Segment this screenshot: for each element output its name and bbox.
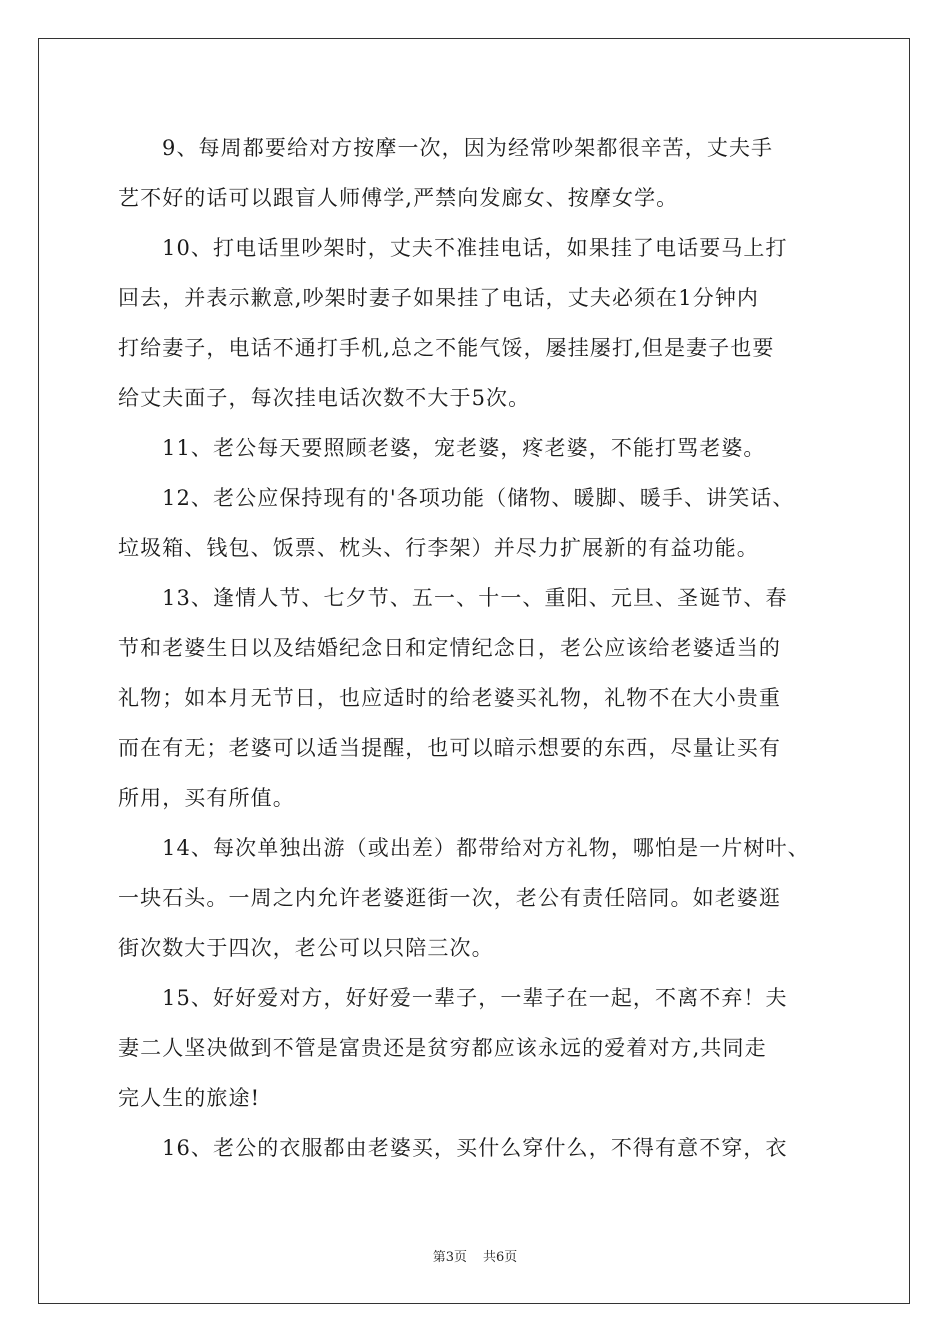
text-line: 节和老婆生日以及结婚纪念日和定情纪念日，老公应该给老婆适当的 — [118, 636, 781, 660]
text-line: 垃圾箱、钱包、饭票、枕头、行李架）并尽力扩展新的有益功能。 — [118, 536, 759, 560]
page-number-total: 共6页 — [483, 1250, 518, 1265]
text-line: 完人生的旅途! — [118, 1086, 261, 1110]
text-line: 9、每周都要给对方按摩一次，因为经常吵架都很辛苦，丈夫手 — [162, 136, 774, 160]
text-line: 13、逢情人节、七夕节、五一、十一、重阳、元旦、圣诞节、春 — [162, 586, 788, 610]
text-line: 礼物；如本月无节日，也应适时的给老婆买礼物，礼物不在大小贵重 — [118, 686, 781, 710]
page-footer — [0, 1246, 950, 1265]
text-line: 所用，买有所值。 — [118, 786, 295, 810]
text-line: 12、老公应保持现有的'各项功能（储物、暖脚、暖手、讲笑话、 — [162, 486, 795, 510]
text-line: 回去，并表示歉意,吵架时妻子如果挂了电话，丈夫必须在1分钟内 — [118, 286, 760, 310]
text-line: 妻二人坚决做到不管是富贵还是贫穷都应该永远的爱着对方,共同走 — [118, 1036, 767, 1060]
text-line: 15、好好爱对方，好好爱一辈子，一辈子在一起，不离不弃！夫 — [162, 986, 788, 1010]
text-line: 给丈夫面子，每次挂电话次数不大于5次。 — [118, 386, 531, 410]
page-number-current: 第3页 — [432, 1250, 467, 1265]
text-line: 而在有无；老婆可以适当提醒，也可以暗示想要的东西，尽量让买有 — [118, 736, 781, 760]
text-line: 打给妻子，电话不通打手机,总之不能气馁，屡挂屡打,但是妻子也要 — [118, 336, 775, 360]
text-line: 艺不好的话可以跟盲人师傅学,严禁向发廊女、按摩女学。 — [118, 186, 679, 210]
text-line: 街次数大于四次，老公可以只陪三次。 — [118, 936, 494, 960]
text-line: 16、老公的衣服都由老婆买，买什么穿什么，不得有意不穿，衣 — [162, 1136, 788, 1160]
text-line: 14、每次单独出游（或出差）都带给对方礼物，哪怕是一片树叶、 — [162, 836, 810, 860]
text-line: 11、老公每天要照顾老婆，宠老婆，疼老婆，不能打骂老婆。 — [162, 436, 766, 460]
text-line: 10、打电话里吵架时，丈夫不准挂电话，如果挂了电话要马上打 — [162, 236, 788, 260]
text-line: 一块石头。一周之内允许老婆逛街一次，老公有责任陪同。如老婆逛 — [118, 886, 781, 910]
